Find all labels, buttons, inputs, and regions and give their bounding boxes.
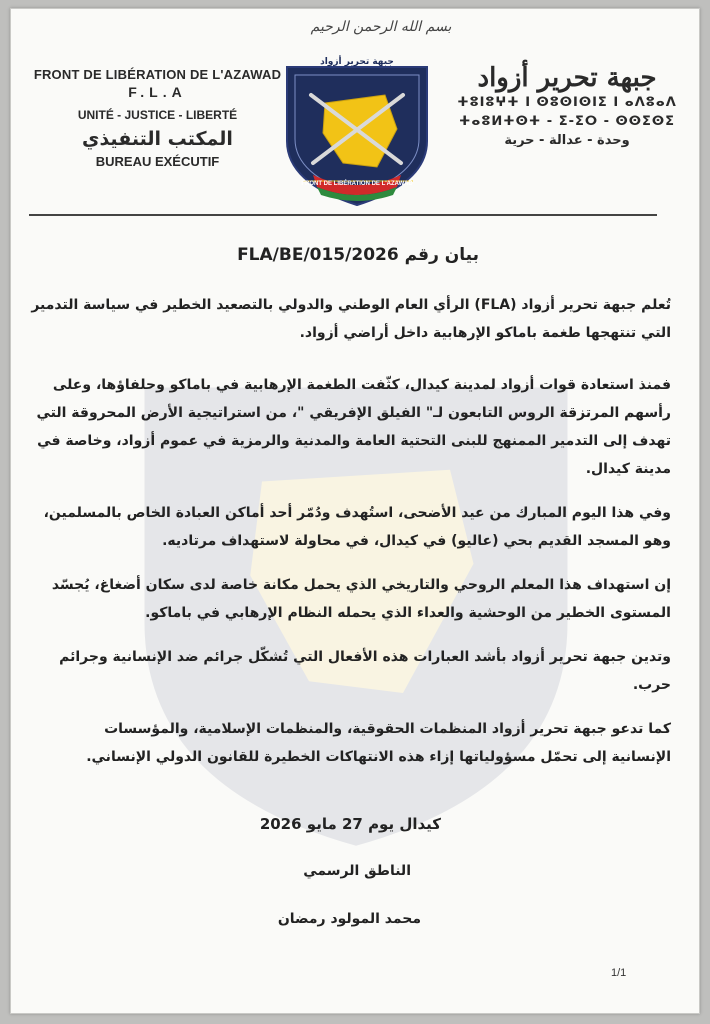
paragraph-line: وفي هذا اليوم المبارك من عيد الأضحى، استُهدف ودُمّر أحد أماكن العبادة الخاص بالمسلمين، xyxy=(43,505,671,521)
paragraph-line: رأسهم المرتزقة الروس التابعون لـ" الفيلق الإفريقي "، من استراتيجية الأرض المحروقة التي xyxy=(36,405,671,421)
paragraph-line: تُعلم جبهة تحرير أزواد (FLA) الرأي العام الوطني والدولي بالتصعيد الخطير في سياسة التدمير xyxy=(31,297,671,313)
statement-paragraph xyxy=(29,371,671,483)
paragraph-line: حرب. xyxy=(632,677,671,693)
basmala: بسم الله الرحمن الرحيم xyxy=(310,19,452,35)
statement-paragraph xyxy=(29,643,671,699)
motto-ar: وحدة - عدالة - حرية xyxy=(504,133,630,148)
bureau-fr: BUREAU EXÉCUTIF xyxy=(95,154,220,169)
paragraph-line: المستوى الخطير من الوحشية والعداء الذي يحمله النظام الإرهابي في باماكو. xyxy=(145,605,671,621)
page-number: 1/1 xyxy=(611,967,627,979)
org-name-tifinagh: ⵜⵓⵏⵓⵖⵜ ⵏ ⵙⵓⵙⵏⵙⵏⵉ ⵏ ⴰⴷⵓⴰⴷ xyxy=(457,95,677,110)
paragraph-line: إن استهداف هذا المعلم الروحي والتاريخي الذي يحمل مكانة خاصة لدى سكان أضغاغ، يُجسّد xyxy=(51,577,671,593)
paragraph-line: كما تدعو جبهة تحرير أزواد المنظمات الحقوقية، والمنظمات الإسلامية، والمؤسسات xyxy=(104,721,671,737)
org-abbr: F.L.A xyxy=(128,84,187,100)
header-divider xyxy=(29,214,657,216)
spokesperson-role: الناطق الرسمي xyxy=(303,863,411,879)
header-right-block xyxy=(451,63,683,148)
paragraph-line: وتدين جبهة تحرير أزواد بأشد العبارات هذه الأفعال التي تُشكّل جرائم ضد الإنسانية وجرائم xyxy=(59,649,671,665)
bureau-ar: المكتب التنفيذي xyxy=(82,128,233,150)
emblem-top-text: جبهة تحرير أزواد xyxy=(320,57,394,67)
place-date: كيدال يوم 27 مايو 2026 xyxy=(259,815,441,833)
statement-paragraph xyxy=(29,571,671,627)
document-page xyxy=(10,8,700,1014)
statement-paragraph xyxy=(29,291,671,347)
paragraph-line: مدينة كيدال. xyxy=(585,461,671,477)
paragraph-line: الإنسانية إلى تحمّل مسؤولياتها إزاء هذه الانتهاكات الخطيرة للقانون الدولي الإنساني. xyxy=(86,749,671,765)
statement-paragraph xyxy=(29,715,671,771)
statement-paragraph xyxy=(29,499,671,555)
spokesperson-name: محمد المولود رمضان xyxy=(277,911,421,927)
motto-tifinagh: ⵜⴰⵓⵍⵜⵙⵜ - ⵉ-ⵉⵔ - ⵙⵙⵉⵙⵉ xyxy=(458,114,676,129)
org-name-fr: FRONT DE LIBÉRATION DE L'AZAWAD xyxy=(33,67,282,82)
motto-fr: UNITÉ - JUSTICE - LIBERTÉ xyxy=(77,108,238,122)
paragraph-line: فمنذ استعادة قوات أزواد لمدينة كيدال، كثّفت الطغمة الإرهابية في باماكو وحلفاؤها، وعلى xyxy=(52,377,671,393)
paragraph-line: تهدف إلى التدمير الممنهج للبنى التحتية العامة والمدنية والرمزية في عموم أزواد، وخاصة في xyxy=(37,433,671,449)
statement-title: بيان رقم 2026/FLA/BE/015 xyxy=(237,245,479,265)
org-name-ar: جبهة تحرير أزواد xyxy=(477,63,657,93)
paragraph-line: التي تنتهجها طغمة باماكو الإرهابية داخل أراضي أزواد. xyxy=(299,325,671,341)
paragraph-line: وهو المسجد القديم بحي (عاليو) في كيدال، في محاولة لاستهداف مرتاديه. xyxy=(162,533,671,549)
header-left-block xyxy=(25,67,290,169)
emblem-bottom-text: FRONT DE LIBÉRATION DE L'AZAWAD xyxy=(301,181,413,187)
fla-emblem-icon xyxy=(273,45,441,209)
